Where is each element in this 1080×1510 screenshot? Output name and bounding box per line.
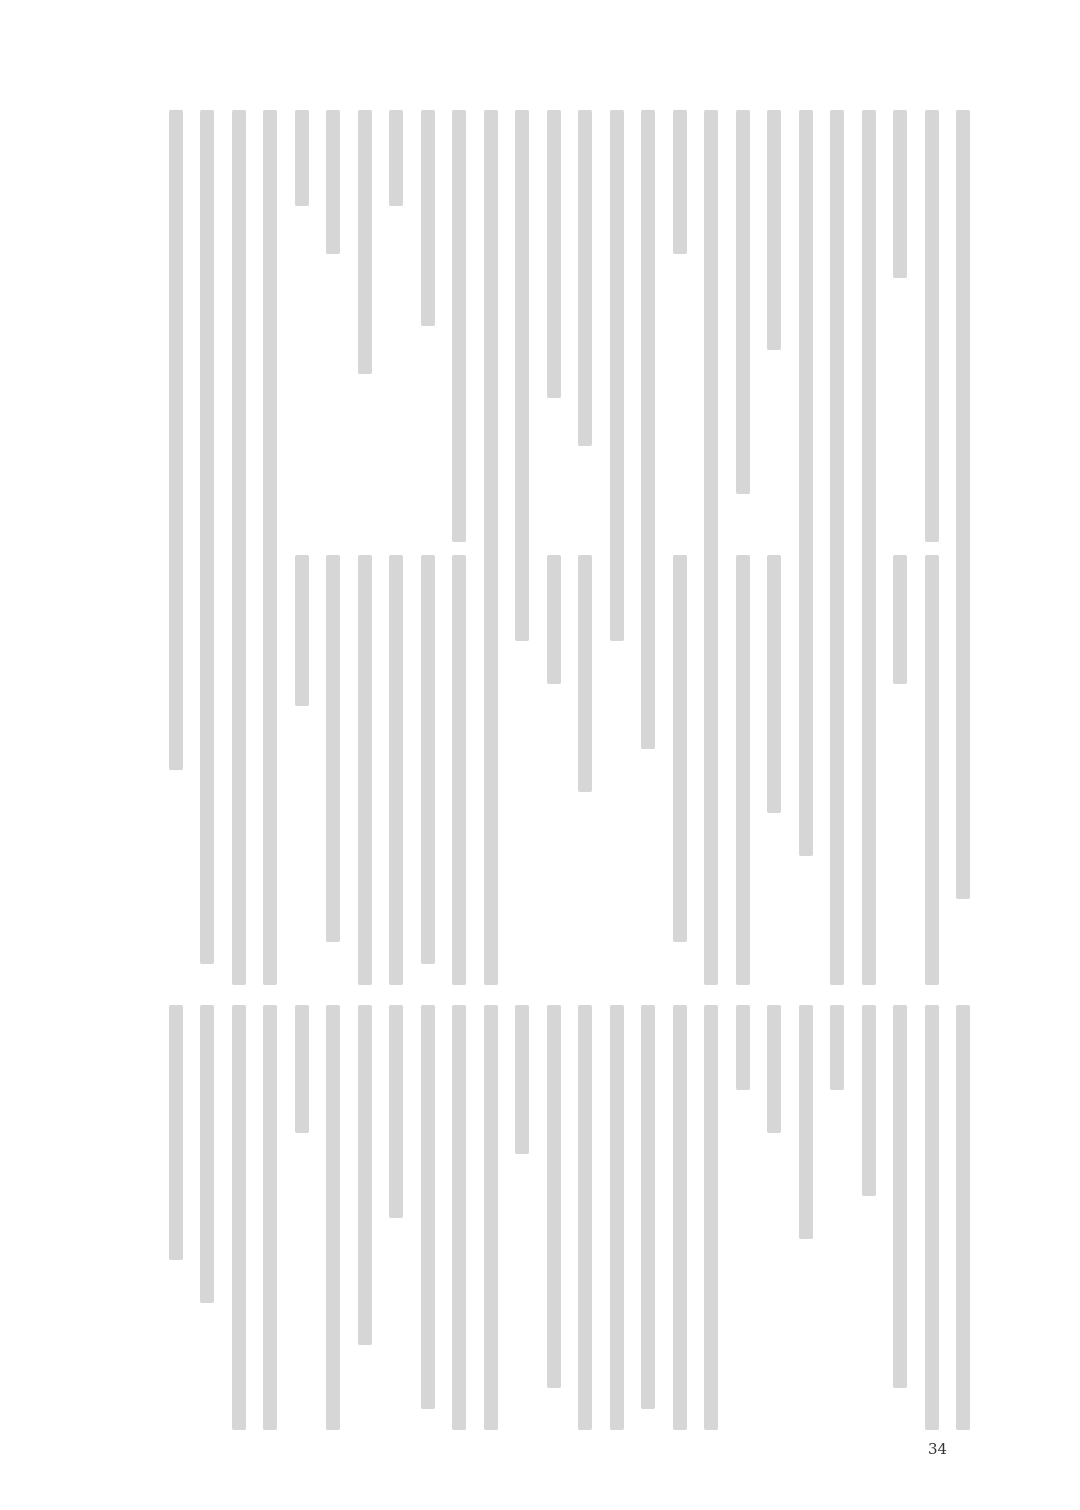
text-column-placeholder — [547, 555, 561, 684]
text-column-placeholder — [358, 555, 372, 985]
text-band-middle — [150, 555, 970, 985]
text-column-placeholder — [799, 1005, 813, 1239]
text-column-placeholder — [295, 110, 309, 206]
text-column-placeholder — [736, 1005, 750, 1090]
text-column-placeholder — [799, 110, 813, 566]
text-column-placeholder — [704, 1005, 718, 1430]
text-column-placeholder — [704, 110, 718, 590]
text-column-placeholder — [484, 1005, 498, 1430]
text-column-placeholder — [452, 1005, 466, 1430]
text-column-placeholder — [578, 1005, 592, 1430]
text-column-placeholder — [484, 110, 498, 590]
text-column-placeholder — [893, 110, 907, 278]
text-column-placeholder — [358, 1005, 372, 1345]
text-column-placeholder — [925, 1005, 939, 1430]
text-column-placeholder — [295, 555, 309, 706]
text-column-placeholder — [830, 555, 844, 985]
text-column-placeholder — [263, 1005, 277, 1430]
text-column-placeholder — [830, 1005, 844, 1090]
text-column-placeholder — [641, 1005, 655, 1409]
text-column-placeholder — [232, 1005, 246, 1430]
text-column-placeholder — [673, 555, 687, 942]
text-column-placeholder — [610, 555, 624, 641]
text-column-placeholder — [263, 555, 277, 985]
text-column-placeholder — [452, 555, 466, 985]
text-column-placeholder — [200, 1005, 214, 1303]
text-column-placeholder — [673, 1005, 687, 1430]
text-column-placeholder — [862, 110, 876, 590]
text-column-placeholder — [862, 555, 876, 985]
text-column-placeholder — [547, 110, 561, 398]
text-column-placeholder — [452, 110, 466, 542]
text-column-placeholder — [169, 1005, 183, 1260]
text-column-placeholder — [704, 555, 718, 985]
text-column-placeholder — [830, 110, 844, 590]
text-column-placeholder — [515, 110, 529, 590]
text-column-placeholder — [421, 1005, 435, 1409]
text-column-placeholder — [326, 555, 340, 942]
text-column-placeholder — [862, 1005, 876, 1196]
text-column-placeholder — [956, 1005, 970, 1430]
text-column-placeholder — [736, 110, 750, 494]
text-column-placeholder — [767, 555, 781, 813]
text-column-placeholder — [200, 555, 214, 964]
text-band-bottom — [150, 1005, 970, 1430]
text-column-placeholder — [799, 555, 813, 856]
text-column-placeholder — [610, 1005, 624, 1430]
text-column-placeholder — [673, 110, 687, 254]
text-band-top — [150, 110, 970, 590]
text-column-placeholder — [893, 1005, 907, 1388]
text-column-placeholder — [326, 1005, 340, 1430]
text-column-placeholder — [389, 1005, 403, 1218]
text-column-placeholder — [169, 110, 183, 590]
text-column-placeholder — [169, 555, 183, 770]
text-column-placeholder — [515, 555, 529, 641]
text-column-placeholder — [956, 110, 970, 590]
text-column-placeholder — [893, 555, 907, 684]
text-column-placeholder — [326, 110, 340, 254]
text-column-placeholder — [925, 110, 939, 542]
text-column-placeholder — [484, 555, 498, 985]
text-column-placeholder — [421, 110, 435, 326]
text-column-placeholder — [641, 555, 655, 749]
text-column-placeholder — [736, 555, 750, 985]
text-column-placeholder — [389, 110, 403, 206]
text-column-placeholder — [925, 555, 939, 985]
text-column-placeholder — [515, 1005, 529, 1154]
text-column-placeholder — [295, 1005, 309, 1133]
text-column-placeholder — [200, 110, 214, 566]
page-number: 34 — [928, 1440, 948, 1458]
text-column-placeholder — [547, 1005, 561, 1388]
text-column-placeholder — [641, 110, 655, 590]
text-column-placeholder — [389, 555, 403, 985]
text-column-placeholder — [767, 110, 781, 350]
text-column-placeholder — [610, 110, 624, 590]
text-column-placeholder — [232, 110, 246, 590]
text-column-placeholder — [767, 1005, 781, 1133]
text-column-placeholder — [578, 110, 592, 446]
text-column-placeholder — [421, 555, 435, 964]
text-column-placeholder — [232, 555, 246, 985]
text-column-placeholder — [578, 555, 592, 792]
text-column-placeholder — [358, 110, 372, 374]
text-column-placeholder — [956, 555, 970, 899]
text-column-placeholder — [263, 110, 277, 590]
